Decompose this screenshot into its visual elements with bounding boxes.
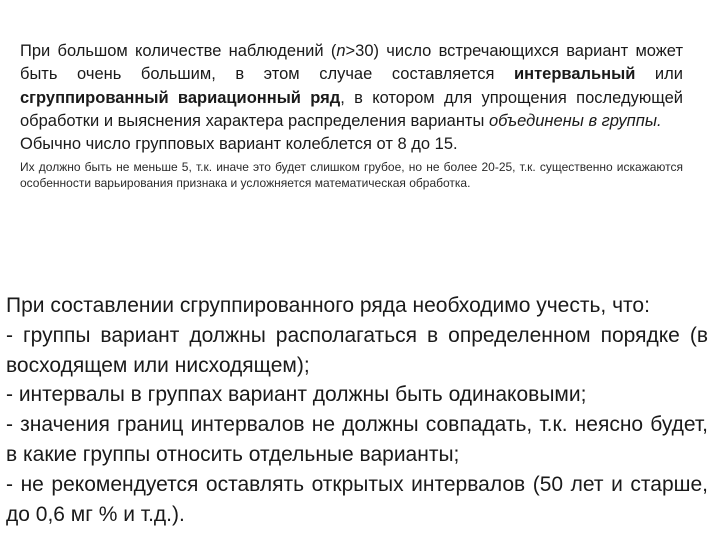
variable-n: n xyxy=(336,42,346,60)
list-item: - не рекомендуется оставлять открытых интервалов (50 лет и старше, до 0,6 мг % и т.д.). xyxy=(6,472,708,526)
note-paragraph: Их должно быть не меньше 5, т.к. иначе это будет слишком грубое, но не более 20-25, т.к. существенно искажаются особенности варьирования признака и усложняется математическая обработка. xyxy=(20,160,683,190)
paragraph-grouped-series xyxy=(20,40,683,133)
paragraph-group-count: Обычно число групповых вариант колеблется от 8 до 15. xyxy=(20,135,458,154)
text-span: >30) число встречающихся вариант может быть очень большим, в этом случае составляется xyxy=(20,42,683,84)
top-text-block xyxy=(20,40,683,191)
text-span: или xyxy=(635,65,683,84)
list-intro: При составлении сгруппированного ряда необходимо учесть, что: xyxy=(6,294,650,317)
text-span: При большом количестве наблюдений ( xyxy=(20,42,337,60)
text-span: , в котором для упрощения последующей обработки и выяснения характера распределения варианты xyxy=(20,88,683,130)
term-interval: интервальный xyxy=(513,65,636,84)
term-grouped-series: сгруппированный вариационный ряд xyxy=(20,88,341,107)
list-item: - интервалы в группах вариант должны быть одинаковыми; xyxy=(6,383,587,407)
bottom-text-block xyxy=(6,291,708,529)
list-item: - значения границ интервалов не должны совпадать, т.к. неясно будет, в какие группы относить отдельные варианты; xyxy=(6,413,708,466)
list-item: - группы вариант должны располагаться в определенном порядке (в восходящем или нисходящем); xyxy=(6,323,708,377)
italic-phrase: объединены в группы. xyxy=(488,111,662,130)
